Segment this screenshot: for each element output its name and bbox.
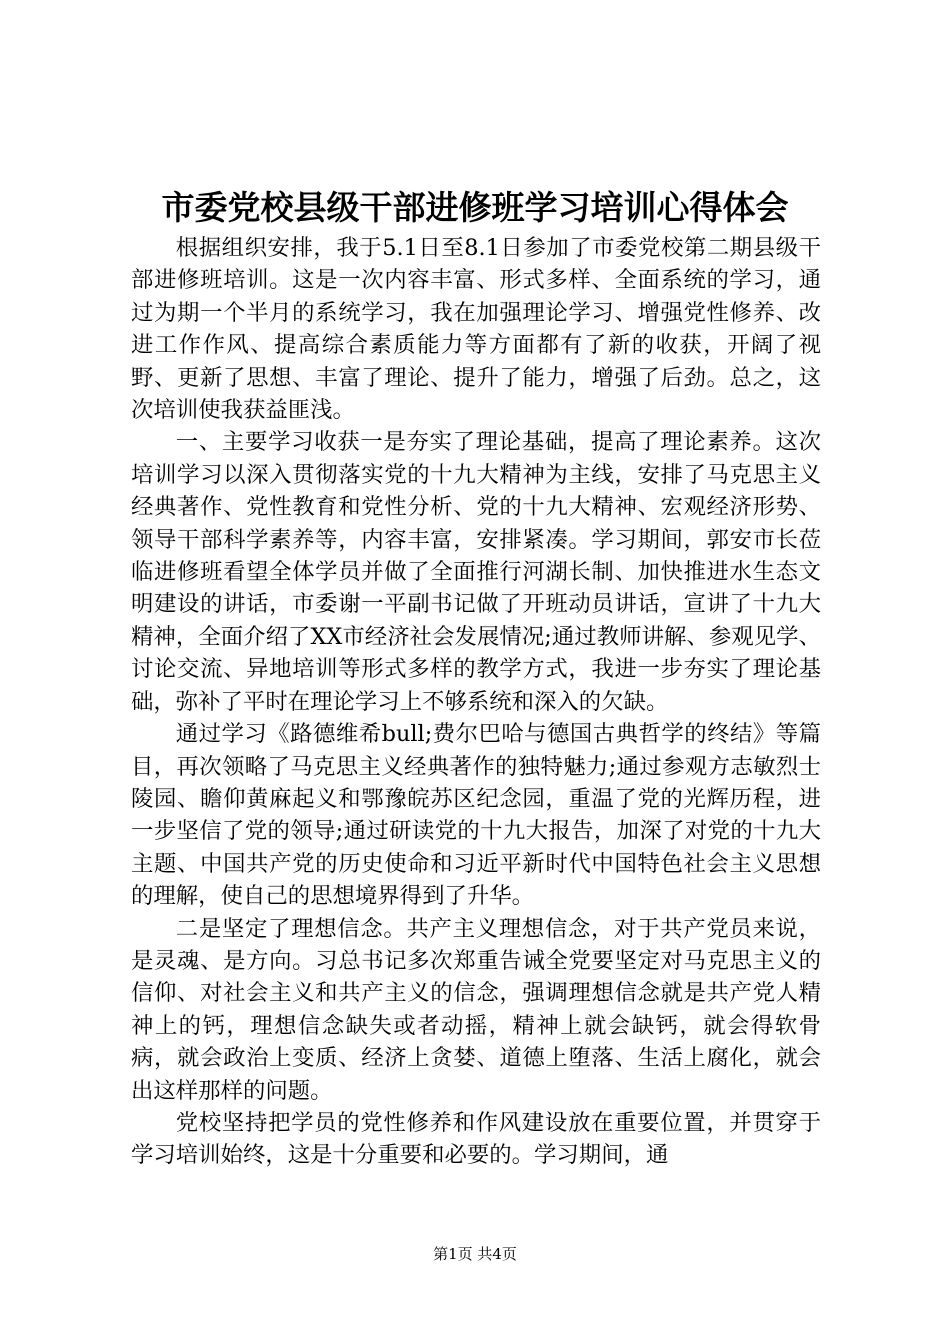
document-title: 市委党校县级干部进修班学习培训心得体会 (161, 188, 789, 227)
paragraph: 党校坚持把学员的党性修养和作风建设放在重要位置，并贯穿于学习培训始终，这是十分重要和必要的。学习期间，通 (131, 1109, 821, 1169)
document-body (131, 232, 821, 1172)
paragraph: 一、主要学习收获一是夯实了理论基础，提高了理论素养。这次培训学习以深入贯彻落实党的十九大精神为主线，安排了马克思主义经典著作、党性教育和党性分析、党的十九大精神、宏观经济形势、领导干部科学素养等，内容丰富，安排紧凑。学习期间，郭安市长莅临进修班看望全体学员并做了全面推行河湖长制、加快推进水生态文明建设的讲话，市委谢一平副书记做了开班动员讲话，宣讲了十九大精神，全面介绍了XX市经济社会发展情况;通过教师讲解、参观见学、讨论交流、异地培训等形式多样的教学方式，我进一步夯实了理论基础，弥补了平时在理论学习上不够系统和深入的欠缺。 (131, 429, 821, 715)
paragraph: 通过学习《路德维希bull;费尔巴哈与德国古典哲学的终结》等篇目，再次领略了马克思主义经典著作的独特魅力;通过参观方志敏烈士陵园、瞻仰黄麻起义和鄂豫皖苏区纪念园，重温了党的光辉历程，进一步坚信了党的领导;通过研读党的十九大报告，加深了对党的十九大主题、中国共产党的历史使命和习近平新时代中国特色社会主义思想的理解，使自己的思想境界得到了升华。 (131, 721, 821, 910)
paragraph: 二是坚定了理想信念。共产主义理想信念，对于共产党员来说，是灵魂、是方向。习总书记多次郑重告诫全党要坚定对马克思主义的信仰、对社会主义和共产主义的信念，强调理想信念就是共产党人精神上的钙，理想信念缺失或者动摇，精神上就会缺钙，就会得软骨病，就会政治上变质、经济上贪婪、道德上堕落、生活上腐化，就会出这样那样的问题。 (131, 915, 821, 1104)
paragraph: 根据组织安排，我于5.1日至8.1日参加了市委党校第二期县级干部进修班培训。这是一次内容丰富、形式多样、全面系统的学习，通过为期一个半月的系统学习，我在加强理论学习、增强党性修养、改进工作作风、提高综合素质能力等方面都有了新的收获，开阔了视野、更新了思想、丰富了理论、提升了能力，增强了后劲。总之，这次培训使我获益匪浅。 (131, 235, 821, 424)
page-footer: 第1页 共4页 (433, 1245, 517, 1263)
